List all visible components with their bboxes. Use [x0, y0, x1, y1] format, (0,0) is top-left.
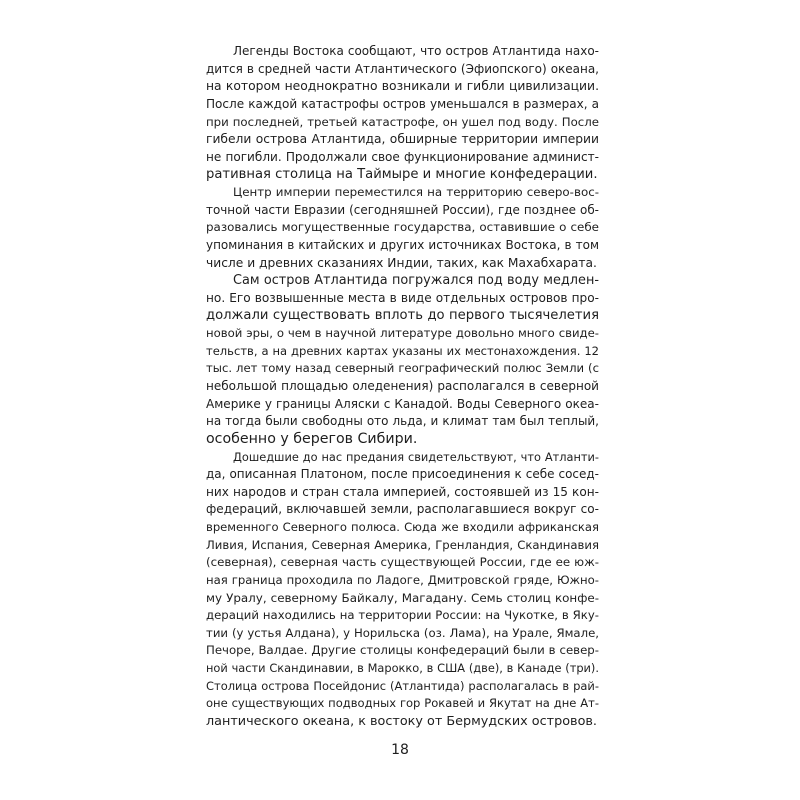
text-line: (северная), северная часть существующей России, где ее юж- — [206, 555, 599, 570]
text-line: Печоре, Валдае. Другие столицы конфедераций были в север- — [206, 643, 599, 658]
text-line: точной части Евразии (сегодняшней России), где позднее об- — [206, 202, 599, 217]
text-line: упоминания в китайских и других источниках Востока, в том — [206, 237, 599, 252]
text-line: да, описанная Платоном, после присоединения к себе сосед- — [206, 467, 599, 482]
text-line: на тогда были свободны ото льда, и климат там был теплый, — [206, 414, 599, 429]
text-line: Дошедшие до нас предания свидетельствуют, что Атланти- — [233, 449, 599, 464]
text-line: Центр империи переместился на территорию северо-вос- — [233, 185, 599, 200]
text-line: Сам остров Атлантида погружался под воду медлен- — [233, 273, 599, 289]
text-line: тии (у устья Алдана), у Норильска (оз. Лама), на Урале, Ямале, — [206, 625, 599, 640]
page-number: 18 — [391, 742, 409, 758]
text-line: дится в средней части Атлантического (Эфиопского) океана, — [206, 61, 599, 76]
text-line: особенно у берегов Сибири. — [206, 430, 418, 447]
text-line: новой эры, о чем в научной литературе довольно много свиде- — [206, 326, 599, 341]
text-line: тельств, а на древних картах указаны их местонахождения. 12 — [206, 343, 599, 358]
text-line: ративная столица на Таймыре и многие конфедерации. — [206, 167, 598, 183]
text-line: После каждой катастрофы остров уменьшался в размерах, а — [206, 96, 599, 111]
text-line: му Уралу, северному Байкалу, Магадану. Семь столиц конфе- — [206, 590, 599, 605]
text-line: числе и древних сказаниях Индии, таких, как Махабхарата. — [206, 255, 597, 270]
text-line: ной части Скандинавии, в Марокко, в США (две), в Канаде (три). — [206, 661, 599, 676]
text-line: дераций находились на территории России: на Чукотке, в Яку- — [206, 608, 599, 623]
text-line: но. Его возвышенные места в виде отдельных островов про- — [206, 290, 599, 305]
text-line: разовались могущественные государства, оставившие о себе — [206, 220, 599, 235]
text-line: небольшой площадью оледенения) располагался в северной — [206, 379, 599, 393]
text-line: тыс. лет тому назад северный географический полюс Земли (с — [206, 361, 599, 376]
text-line: гибели острова Атлантида, обширные территории империи — [206, 132, 599, 147]
text-line: при последней, третьей катастрофе, он ушел под воду. После — [206, 114, 599, 129]
text-line: Америке у границы Аляски с Канадой. Воды Северного океа- — [206, 396, 599, 411]
text-line: оне существующих подводных гор Рокавей и Якутат на дне Ат- — [206, 696, 599, 711]
text-line: федераций, включавшей земли, располагавшиеся вокруг со- — [206, 502, 599, 517]
text-line: на котором неоднократно возникали и гибли цивилизации. — [206, 79, 599, 94]
text-line: Легенды Востока сообщают, что остров Атлантида нахо- — [233, 44, 599, 58]
text-line: не погибли. Продолжали свое функционирование админист- — [206, 149, 599, 164]
text-line: Столица острова Посейдонис (Атлантида) располагалась в рай- — [206, 678, 599, 693]
text-line: лантического океана, к востоку от Бермудских островов. — [206, 714, 597, 729]
text-line: них народов и стран стала империей, состоявшей из 15 кон- — [206, 484, 599, 499]
text-line: должали существовать вплоть до первого тысячелетия — [206, 308, 599, 324]
text-line: временного Северного полюса. Сюда же входили африканская — [206, 520, 599, 535]
text-line: Ливия, Испания, Северная Америка, Гренландия, Скандинавия — [206, 537, 599, 552]
text-line: ная граница проходила по Ладоге, Дмитровской гряде, Южно- — [206, 572, 599, 587]
